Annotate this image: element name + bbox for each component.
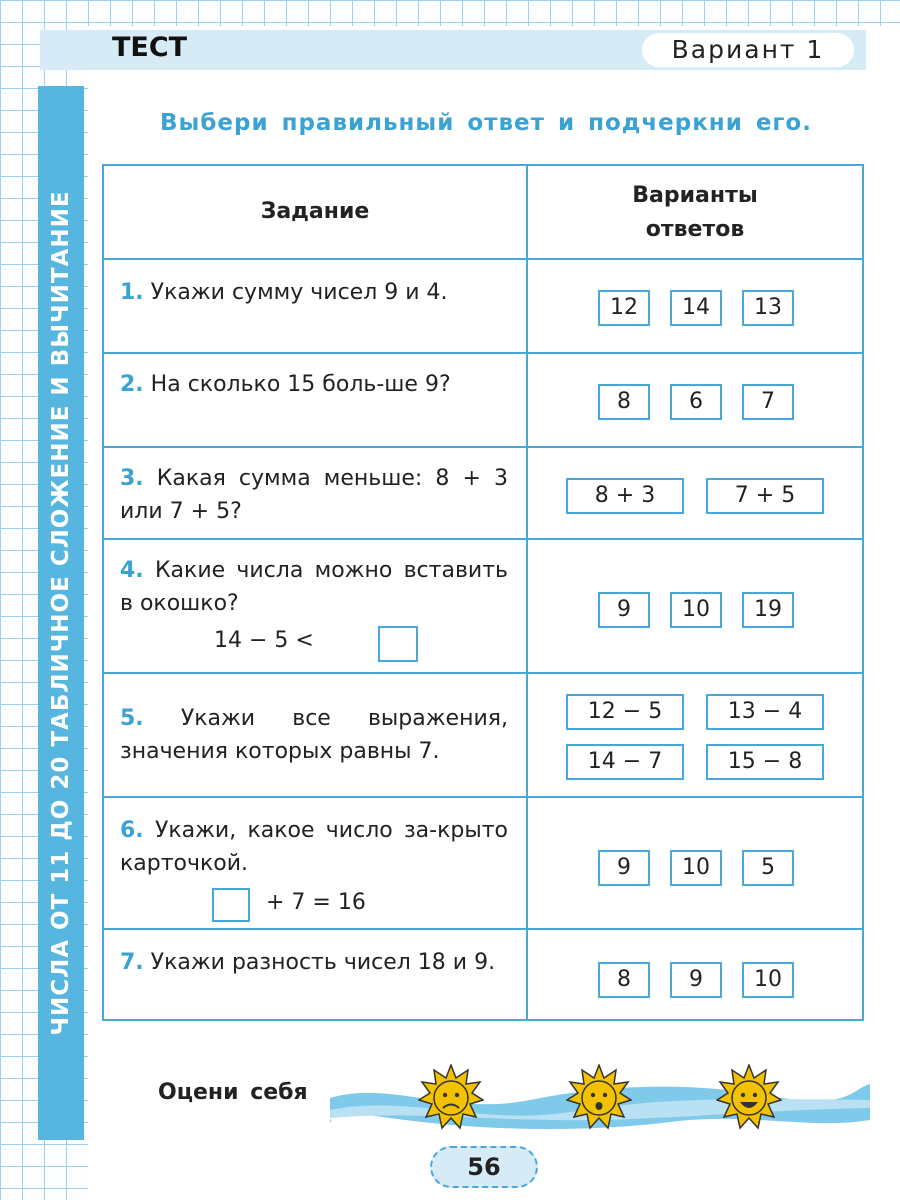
- question-text: Какие числа можно вставить в окошко?: [120, 558, 508, 616]
- question-text: Укажи сумму чисел 9 и 4.: [150, 280, 448, 305]
- test-label: ТЕСТ: [112, 32, 188, 63]
- sad-sun-icon[interactable]: [418, 1064, 484, 1130]
- question-2: [120, 368, 508, 401]
- equation-expression: + 7 = 16: [266, 890, 366, 915]
- question-text: Какая сумма меньше: 8 + 3 или 7 + 5?: [120, 466, 508, 524]
- page-number: 56: [430, 1146, 538, 1188]
- answer-option[interactable]: 12 − 5: [566, 694, 684, 730]
- answer-option[interactable]: 14: [670, 290, 722, 326]
- question-text: Укажи все выражения, значения которых равны 7.: [120, 706, 509, 764]
- row-divider: [104, 258, 862, 260]
- question-number: 3.: [120, 466, 144, 491]
- surprised-sun-icon[interactable]: [566, 1064, 632, 1130]
- question-number: 1.: [120, 280, 144, 305]
- variant-badge: Вариант 1: [642, 33, 854, 67]
- answer-option[interactable]: 10: [742, 962, 794, 998]
- instruction: Выбери правильный ответ и подчеркни его.: [160, 110, 812, 136]
- column-header-answers-2: ответов: [645, 217, 745, 242]
- blank-window: [378, 626, 418, 662]
- answer-option[interactable]: 7 + 5: [706, 478, 824, 514]
- task-table: [102, 164, 864, 1021]
- answer-option[interactable]: 9: [598, 592, 650, 628]
- answer-option[interactable]: 14 − 7: [566, 744, 684, 780]
- answer-option[interactable]: 12: [598, 290, 650, 326]
- row-divider: [104, 446, 862, 448]
- grid-top: [88, 0, 900, 26]
- row-divider: [104, 352, 862, 354]
- question-4: [120, 554, 508, 620]
- column-header-task: Задание: [260, 199, 370, 224]
- question-5: [120, 702, 508, 768]
- question-6: [120, 814, 508, 880]
- question-number: 4.: [120, 558, 144, 583]
- column-header-answers-1: Варианты: [632, 183, 758, 208]
- answer-option[interactable]: 13: [742, 290, 794, 326]
- happy-sun-icon[interactable]: [716, 1064, 782, 1130]
- answer-option[interactable]: 9: [670, 962, 722, 998]
- answer-option[interactable]: 15 − 8: [706, 744, 824, 780]
- answer-option[interactable]: 19: [742, 592, 794, 628]
- question-number: 5.: [120, 706, 144, 731]
- question-number: 7.: [120, 950, 144, 975]
- answer-option[interactable]: 8: [598, 962, 650, 998]
- row-divider: [104, 538, 862, 540]
- question-3: [120, 462, 508, 528]
- question-text: Укажи разность чисел 18 и 9.: [150, 950, 496, 975]
- answer-option[interactable]: 10: [670, 850, 722, 886]
- answer-option[interactable]: 6: [670, 384, 722, 420]
- row-divider: [104, 796, 862, 798]
- row-divider: [104, 928, 862, 930]
- question-number: 2.: [120, 372, 144, 397]
- question-7: [120, 946, 508, 979]
- covered-number-card: [212, 888, 250, 922]
- row-divider: [104, 672, 862, 674]
- answer-option[interactable]: 5: [742, 850, 794, 886]
- column-divider: [526, 166, 528, 1019]
- question-text: На сколько 15 боль-ше 9?: [150, 372, 451, 397]
- answer-option[interactable]: 8 + 3: [566, 478, 684, 514]
- answer-option[interactable]: 7: [742, 384, 794, 420]
- self-evaluation-label: Оцени себя: [158, 1080, 308, 1105]
- answer-option[interactable]: 8: [598, 384, 650, 420]
- answer-option[interactable]: 9: [598, 850, 650, 886]
- question-1: [120, 276, 508, 309]
- answer-option[interactable]: 10: [670, 592, 722, 628]
- side-title: ЧИСЛА ОТ 11 ДО 20 ТАБЛИЧНОЕ СЛОЖЕНИЕ И ВЫЧИТАНИЕ: [48, 190, 74, 1036]
- question-text: Укажи, какое число за-крыто карточкой.: [120, 818, 508, 876]
- inequality-expression: 14 − 5 <: [214, 628, 314, 653]
- question-number: 6.: [120, 818, 144, 843]
- answer-option[interactable]: 13 − 4: [706, 694, 824, 730]
